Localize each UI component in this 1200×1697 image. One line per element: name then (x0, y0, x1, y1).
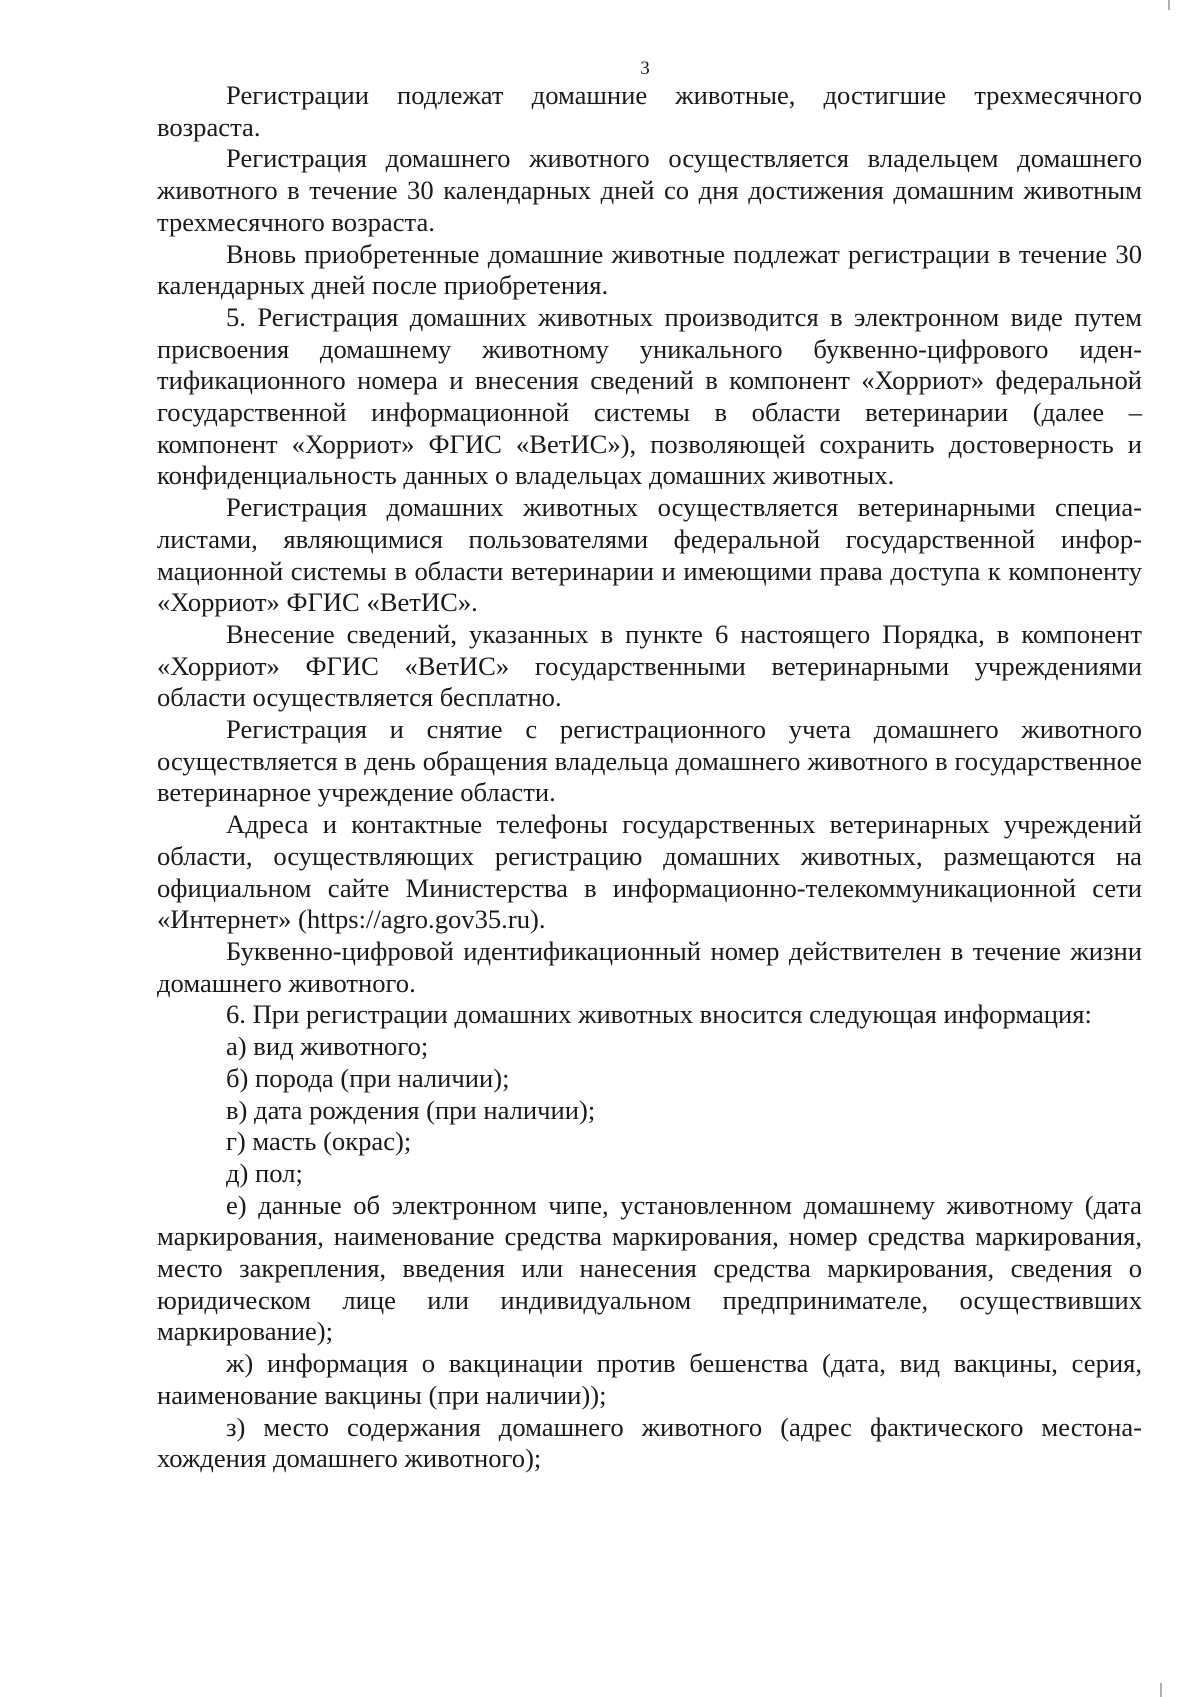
list-item: в) дата рождения (при наличии); (226, 1094, 596, 1125)
paragraph: Внесение сведений, указанных в пункте 6 настоящего Порядка, в компонент «Хорриот» ФГИС «ВетИС» государственными ветеринарными учреждениями области осуществляется бесплатно. (157, 618, 1142, 713)
paragraph: Вновь приобретенные домашние животные подлежат регистрации в течение 30 календарных дней после приобретения. (157, 238, 1142, 301)
list-item: а) вид животного; (226, 1031, 429, 1062)
list-item-zh: ж) информация о вакцинации против бешенства (дата, вид вакцины, серия, наименование вакцины (при наличии)); (157, 1348, 1142, 1410)
list-item-z: з) место содержания домашнего животного (адрес фактического местонахождения домашнего животного); (157, 1411, 1142, 1474)
paragraph: Регистрация домашнего животного осуществляется владельцем домашнего животного в течение 30 календарных дней со дня достижения домашним животным трехмесячного возраста. (157, 143, 1142, 237)
paragraph-item-6: 6. При регистрации домашних животных вносится следующая информация: (226, 999, 1092, 1030)
list-item: б) порода (при наличии); (226, 1062, 510, 1093)
page-number: 3 (640, 58, 650, 79)
paragraph: Регистрации подлежат домашние животные, достигшие трехмесячного возраста. (157, 80, 1142, 142)
document-body (157, 80, 1142, 1475)
paragraph: Регистрация домашних животных осуществляется ветеринарными специалистами, являющимися пользователями федеральной государственной информационной системы в области ветеринарии и имеющими права доступа к компоненту «Хорриот» ФГИС «ВетИС». (157, 492, 1142, 618)
list-item: г) масть (окрас); (226, 1126, 412, 1157)
paragraph: Буквенно-цифровой идентификационный номер действителен в течение жизни домашнего животного. (157, 935, 1142, 998)
paragraph: Адреса и контактные телефоны государственных ветеринарных учреждений области, осуществляющих регистрацию домашних животных, размещаются на официальном сайте Министерства в информационно-телекоммуникационной сети «Интернет» (https://agro.gov35.ru). (157, 809, 1142, 935)
scan-edge-mark (1168, 0, 1170, 10)
list-item: д) пол; (226, 1157, 303, 1188)
list-item-e: е) данные об электронном чипе, установленном домашнему животному (дата маркирования, наименование средства маркирования, номер средства маркирования, место закрепления, введения или нанесения средства маркирования, сведения о юридическом лице или индивидуальном предпринимателе, осуществивших маркирование); (157, 1189, 1142, 1347)
paragraph: Регистрация и снятие с регистрационного учета домашнего животного осуществляется в день обращения владельца домашнего животного в государственное ветеринарное учреждение области. (157, 714, 1142, 808)
scan-edge-mark (1160, 1683, 1162, 1697)
paragraph-item-5: 5. Регистрация домашних животных производится в электронном виде путем присвоения домашнему животному уникального буквенно-цифрового идентификационного номера и внесения сведений в компонент «Хорриот» федеральной государственной информационной системы в области ветеринарии (далее – компонент «Хорриот» ФГИС «ВетИС»), позволяющей сохранить достоверность и конфиденциальность данных о владельцах домашних животных. (157, 301, 1142, 491)
